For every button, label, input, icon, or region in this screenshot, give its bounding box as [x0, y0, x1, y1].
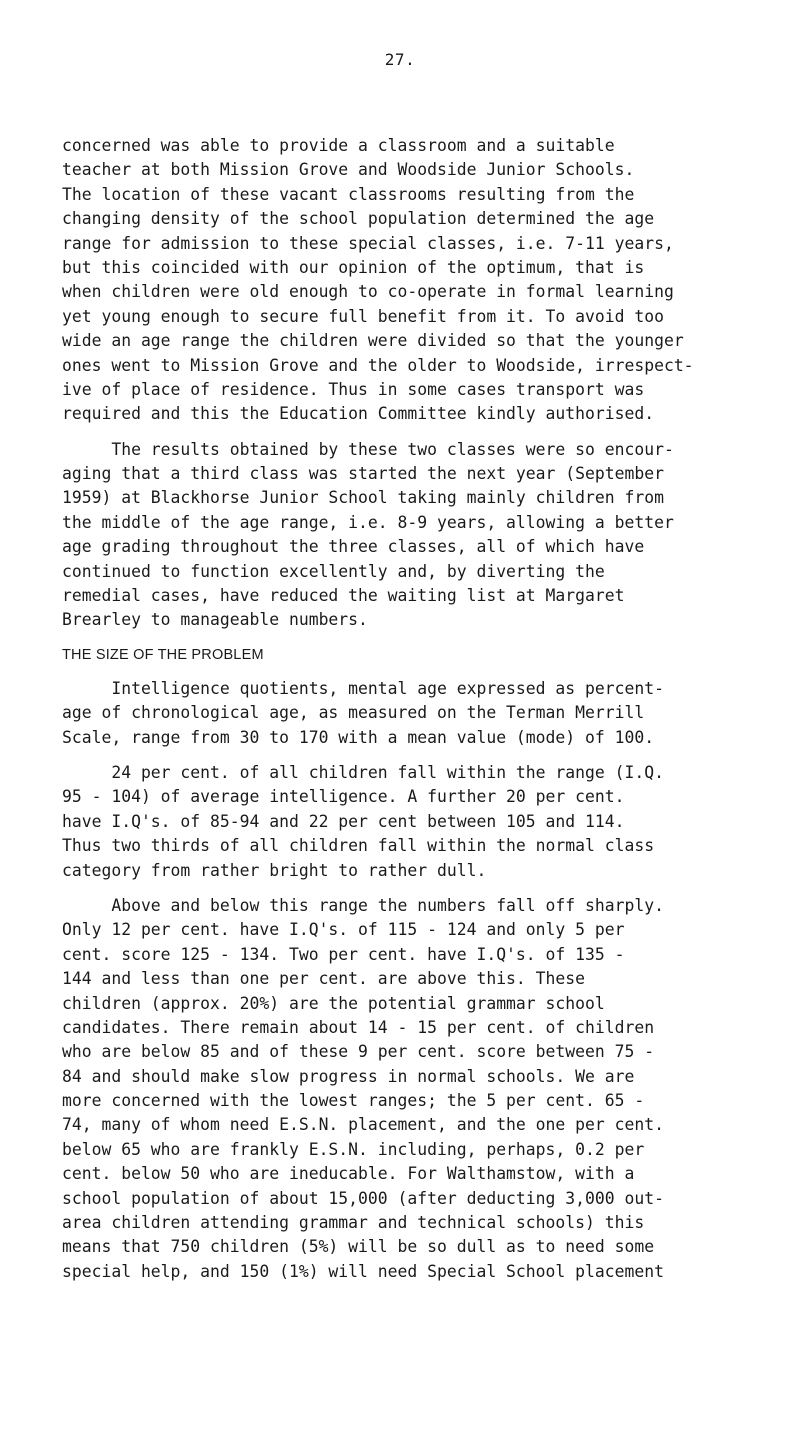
text-line: Intelligence quotients, mental age expressed as percent- [62, 678, 664, 698]
text-line: the middle of the age range, i.e. 8-9 years, allowing a better [62, 512, 674, 532]
text-line: aging that a third class was started the next year (September [62, 464, 664, 484]
text-line: when children were old enough to co-operate in formal learning [62, 282, 674, 302]
text-line: age of chronological age, as measured on the Terman Merrill [62, 703, 645, 723]
text-line: 144 and less than one per cent. are above this. These [62, 969, 586, 989]
text-line: children (approx. 20%) are the potential grammar school [62, 993, 605, 1013]
paragraph-1 [62, 134, 782, 427]
text-line: range for admission to these special classes, i.e. 7-11 years, [62, 233, 674, 253]
paragraph-gap [62, 883, 782, 894]
paragraph-gap [62, 633, 782, 644]
text-line: teacher at both Mission Grove and Woodside Junior Schools. [62, 160, 635, 180]
paragraph-2 [62, 438, 782, 633]
paragraph-gap [62, 427, 782, 438]
text-line: yet young enough to secure full benefit from it. To avoid too [62, 306, 664, 326]
text-line: area children attending grammar and technical schools) this [62, 1213, 645, 1233]
body-text [62, 134, 782, 1284]
text-line: changing density of the school population determined the age [62, 209, 655, 229]
page-number: 27. [384, 50, 416, 69]
text-line: more concerned with the lowest ranges; the 5 per cent. 65 - [62, 1091, 645, 1111]
text-line: 1959) at Blackhorse Junior School taking mainly children from [62, 488, 664, 508]
text-line: ones went to Mission Grove and the older to Woodside, irrespect- [62, 355, 694, 375]
text-line: school population of about 15,000 (after deducting 3,000 out- [62, 1188, 664, 1208]
text-line: but this coincided with our opinion of the optimum, that is [62, 257, 645, 277]
text-line: means that 750 children (5%) will be so dull as to need some [62, 1237, 655, 1257]
text-line: Brearley to manageable numbers. [62, 610, 368, 630]
text-line: 74, many of whom need E.S.N. placement, and the one per cent. [62, 1115, 664, 1135]
text-line: wide an age range the children were divided so that the younger [62, 331, 684, 351]
text-line: required and this the Education Committee kindly authorised. [62, 404, 655, 424]
text-line: below 65 who are frankly E.S.N. including, perhaps, 0.2 per [62, 1139, 645, 1159]
section-heading: THE SIZE OF THE PROBLEM [62, 646, 264, 663]
text-line: 24 per cent. of all children fall within the range (I.Q. [62, 762, 664, 782]
paragraph-5 [62, 894, 782, 1284]
paragraph-gap [62, 666, 782, 677]
paragraph-3 [62, 677, 782, 750]
text-line: The location of these vacant classrooms resulting from the [62, 184, 635, 204]
text-line: The results obtained by these two classes were so encour- [62, 439, 674, 459]
text-line: cent. score 125 - 134. Two per cent. have I.Q's. of 135 - [62, 944, 625, 964]
text-line: remedial cases, have reduced the waiting list at Margaret [62, 586, 625, 606]
text-line: 84 and should make slow progress in normal schools. We are [62, 1066, 635, 1086]
text-line: continued to function excellently and, by diverting the [62, 561, 605, 581]
text-line: concerned was able to provide a classroom and a suitable [62, 136, 615, 155]
paragraph-gap [62, 750, 782, 761]
text-line: category from rather bright to rather dull. [62, 860, 487, 880]
text-line: cent. below 50 who are ineducable. For Walthamstow, with a [62, 1164, 635, 1184]
text-line: ive of place of residence. Thus in some cases transport was [62, 379, 645, 399]
paragraph-4 [62, 761, 782, 883]
text-line: have I.Q's. of 85-94 and 22 per cent between 105 and 114. [62, 811, 625, 831]
text-line: Above and below this range the numbers fall off sharply. [62, 895, 664, 915]
text-line: Only 12 per cent. have I.Q's. of 115 - 124 and only 5 per [62, 920, 625, 940]
text-line: special help, and 150 (1%) will need Special School placement [62, 1261, 664, 1281]
text-line: age grading throughout the three classes, all of which have [62, 537, 645, 557]
text-line: Scale, range from 30 to 170 with a mean value (mode) of 100. [62, 727, 655, 747]
text-line: 95 - 104) of average intelligence. A further 20 per cent. [62, 787, 625, 807]
text-line: who are below 85 and of these 9 per cent. score between 75 - [62, 1042, 655, 1062]
text-line: Thus two thirds of all children fall within the normal class [62, 836, 655, 856]
text-line: candidates. There remain about 14 - 15 per cent. of children [62, 1017, 655, 1037]
